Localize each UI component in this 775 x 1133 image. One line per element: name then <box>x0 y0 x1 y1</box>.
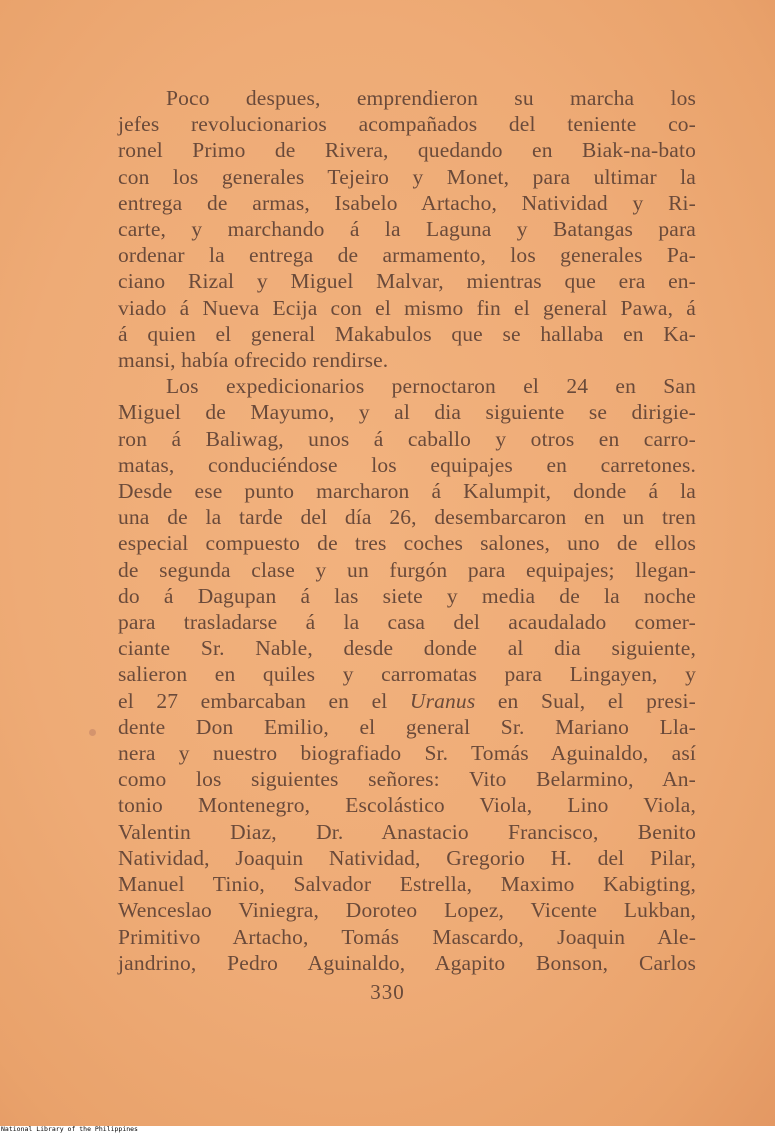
text-line: Desde ese punto marcharon á Kalumpit, donde á la <box>118 479 696 504</box>
body-text <box>118 85 696 976</box>
text-line: Manuel Tinio, Salvador Estrella, Maximo Kabigting, <box>118 872 696 897</box>
text-line: como los siguientes señores: Vito Belarmino, An- <box>118 767 696 792</box>
text-line: ciano Rizal y Miguel Malvar, mientras que era en- <box>118 269 696 294</box>
text-line: dente Don Emilio, el general Sr. Mariano Lla- <box>118 714 696 739</box>
text-line: ronel Primo de Rivera, quedando en Biak-na-bato <box>118 138 696 163</box>
text-line: de segunda clase y un furgón para equipajes; llegan- <box>118 557 696 582</box>
text-line: Natividad, Joaquin Natividad, Gregorio H. del Pilar, <box>118 845 696 870</box>
text-segment: el 27 embarcaban en el <box>118 688 388 713</box>
page-number: 330 <box>370 980 405 1004</box>
text-line <box>118 688 696 714</box>
text-line: Los expedicionarios pernoctaron el 24 en San <box>166 374 696 399</box>
text-line: especial compuesto de tres coches salones, uno de ellos <box>118 531 696 556</box>
text-line: carte, y marchando á la Laguna y Batangas para <box>118 217 696 242</box>
text-line: matas, conduciéndose los equipajes en carretones. <box>118 452 696 477</box>
text-line: do á Dagupan á las siete y media de la noche <box>118 583 696 608</box>
footer-credit: National Library of the Philippines <box>1 1125 138 1133</box>
text-line: Primitivo Artacho, Tomás Mascardo, Joaquin Ale- <box>118 924 696 949</box>
text-line: Wenceslao Viniegra, Doroteo Lopez, Vicente Lukban, <box>118 898 696 923</box>
footer-bar <box>0 1126 775 1133</box>
text-line: tonio Montenegro, Escolástico Viola, Lino Viola, <box>118 793 696 818</box>
text-line: ordenar la entrega de armamento, los generales Pa- <box>118 243 696 268</box>
text-line: una de la tarde del día 26, desembarcaron en un tren <box>118 505 696 530</box>
text-line: mansi, había ofrecido rendirse. <box>118 348 389 373</box>
text-line: salieron en quiles y carromatas para Lingayen, y <box>118 662 696 687</box>
text-line: Valentin Diaz, Dr. Anastacio Francisco, Benito <box>118 819 696 844</box>
text-line: jandrino, Pedro Aguinaldo, Agapito Bonson, Carlos <box>118 950 696 975</box>
ship-name: Uranus <box>409 688 476 713</box>
ink-speck <box>89 729 96 736</box>
text-line: nera y nuestro biografiado Sr. Tomás Aguinaldo, así <box>118 741 696 766</box>
text-segment: en Sual, el presi- <box>497 688 696 713</box>
paragraph-1 <box>118 85 696 373</box>
text-line: viado á Nueva Ecija con el mismo fin el general Pawa, á <box>118 295 696 320</box>
text-line: ron á Baliwag, unos á caballo y otros en carro- <box>118 426 696 451</box>
text-line: para trasladarse á la casa del acaudalado comer- <box>118 610 696 635</box>
text-line: con los generales Tejeiro y Monet, para ultimar la <box>118 164 696 189</box>
text-line: entrega de armas, Isabelo Artacho, Natividad y Ri- <box>118 190 696 215</box>
paragraph-2 <box>118 373 696 976</box>
text-line: Poco despues, emprendieron su marcha los <box>166 86 696 110</box>
text-line: jefes revolucionarios acompañados del teniente co- <box>118 112 696 137</box>
text-line: ciante Sr. Nable, desde donde al dia siguiente, <box>118 636 696 661</box>
text-line: Miguel de Mayumo, y al dia siguiente se dirigie- <box>118 400 696 425</box>
text-line: á quien el general Makabulos que se hallaba en Ka- <box>118 321 696 346</box>
